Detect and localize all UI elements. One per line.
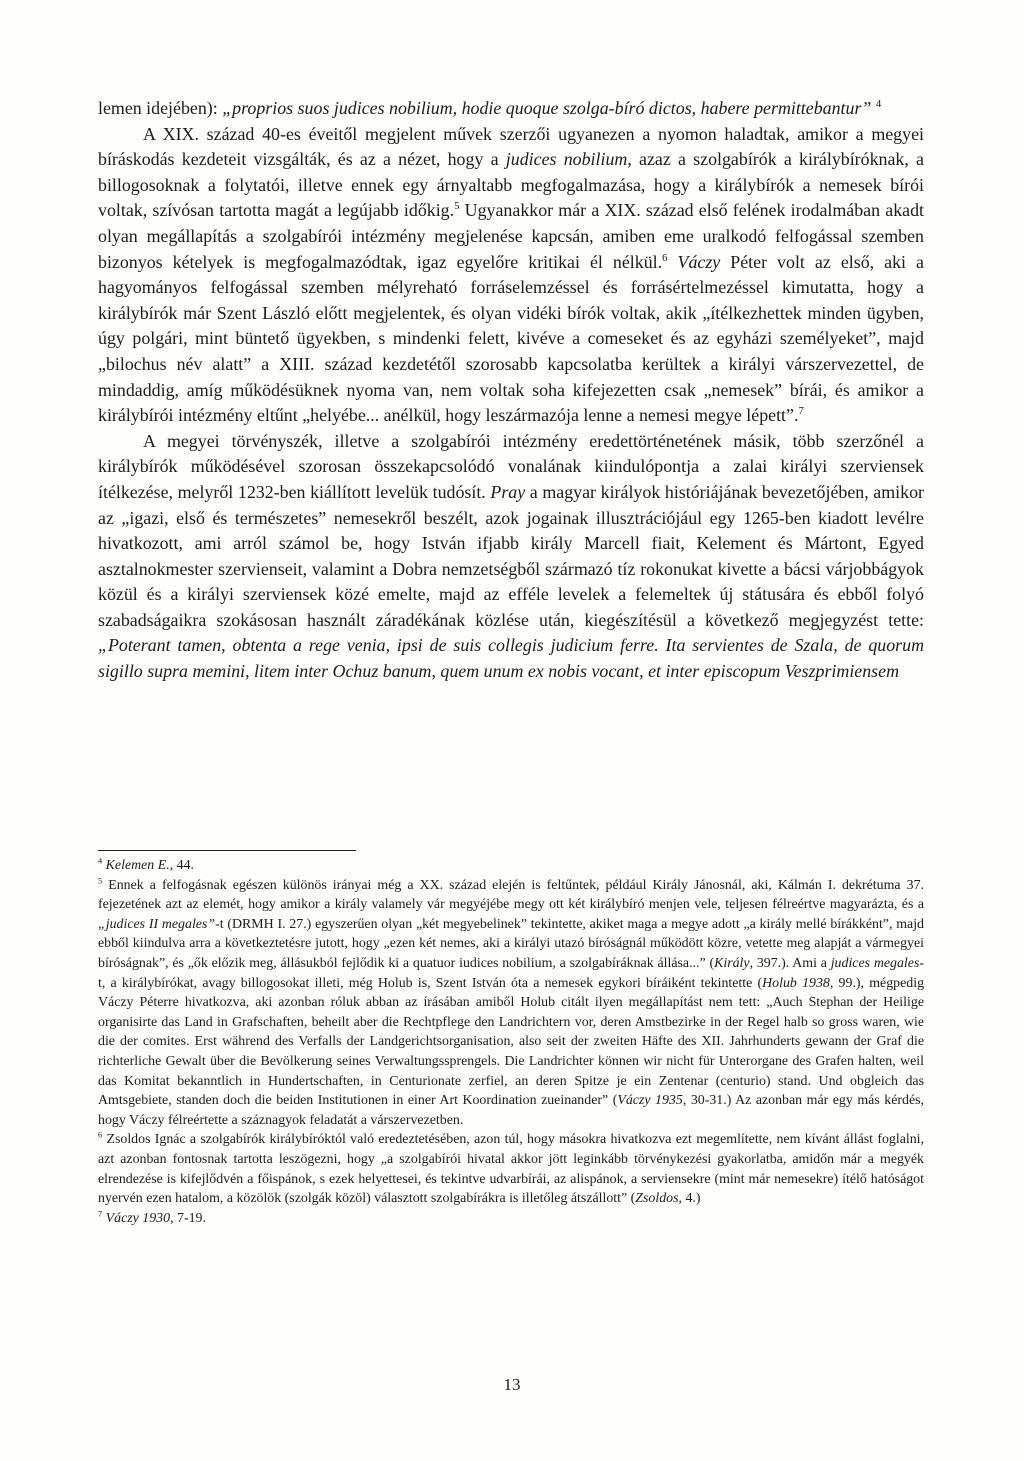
footnote-ref-4[interactable]: 4 bbox=[875, 98, 882, 111]
footnote-separator bbox=[98, 850, 356, 851]
paragraph-3: A megyei törvényszék, illetve a szolgabírói intézmény eredettörténetének másik, több szerzőnél a királybírók működésével szorosan összekapcsolódó vonalának kiindulópontja a zalai királyi szerviensek ítélkezése, melyről 1232-ben kiállított levelük tudósít. Pray a magyar királyok históriájának bevezetőjében, amikor az „igazi, első és természetes” nemesekről beszélt, azok jogainak illusztrációjául egy 1265-ben kiadott levélre hivatkozott, ami arról számol be, hogy István ifjabb király Marcell fiait, Kelement és Mártont, Egyed asztalnokmester szervienseit, valamint a Dobra nemzetségből származó tíz rokonukat kivette a bácsi várjobbágyok közül és a királyi szerviensek közé emelte, majd az efféle levelek a felemeltek új státusára és ebből folyó szabadságaikra szokásosan használt záradékának közlése után, kiegészítésül a következő megjegyzést tette: „Poterant tamen, obtenta a rege venia, ipsi de suis collegis judicium ferre. Ita servientes de Szala, de quorum sigillo supra memini, litem inter Ochuz banum, quem unum ex nobis vocant, et inter episcopum Veszprimiensem bbox=[98, 430, 924, 682]
footnote-ref-6[interactable]: 6 bbox=[662, 251, 668, 264]
footnote-5: $^5$ Ennek a felfogásnak egészen különös irányai még a XX. század elején is feltűntek, például Király Jánosnál, aki, Kálmán I. dekrétuma 37. fejezetének azt az elemét, hogy amikor a király valamely vár megyéjébe megy ott két királybíró menjen vele, teljesen félreértve magyarázta, és a „judices II megales”-t (DRMH I. 27.) egyszerűen olyan „két megyebelinek” tekintette, akiket maga a megye adott „a király mellé bírákként”, majd ebből kiindulva arra a következtetésre jutott, hogy „ezen két nemes, aki a királyi utazó bíróságnál működött közre, vetette meg alapját a vármegyei bíróságnak”, és „ők előzik meg, állásukból fejlődik ki a quatuor iudices nobilium, a szolgabíráknak állása...” (Király, 397.). Ami a judices megales-t, a királybírókat, avagy billogosokat illeti, még Holub is, Szent István óta a nemesek egykori bíráiként tekintette (Holub 1938, 99.), mégpedig Váczy Péterre hivatkozva, aki azonban róluk abban az írásában amiből Holub citált ilyen megállapítást nem tett: „Auch Stephan der Heilige organisirte das Land in Grafschaften, beheilt aber die Rechtpflege den Landrichtern vor, deren Amstbezirke in der Regel halb so gross waren, wie die der comites. Erst während des Verfalls der Landgerichtsorganisation, also seit der zweiten Häfte des XII. Jahrhunderts gewann der Graf die richterliche Gewalt über die Bevölkerung seines Verwaltungssprengels. Die Landrichter können wir nicht für Unterorgane des Grafen halten, weil das Komitat bekanntlich in Hundertschaften, in Centurionate zerfiel, an deren Spitze je ein Zentenar (centurio) stand. Und obgleich das Amtsgebiete, standen doch die beiden Institutionen in einer Art Koordination zueinander” (Váczy 1935, 30-31.) Az azonban már egy más kérdés, hogy Váczy félreértette a száznagyok feladatát a várszervezetben. bbox=[98, 875, 925, 1128]
footnote-ref-7[interactable]: 7 bbox=[798, 405, 804, 418]
footnotes bbox=[98, 856, 924, 1228]
page-number: 13 bbox=[503, 1375, 521, 1394]
footnote-4: $^4$ Kelemen E., 44. bbox=[98, 856, 194, 873]
main-text bbox=[98, 96, 924, 685]
footnote-6: $^6$ Zsoldos Ignác a szolgabírók királybíróktól való eredeztetésében, azon túl, hogy másokra hivatkozva ezt megemlítette, nem kívánt állást foglalni, azt azonban fontosnak tartotta leszögezni, hogy „a szolgabírói hivatal akkor jött leginkább törvénykezési gyakorlatba, amidőn már a megyék elrendezése is kifejlődvén a főispánok, s ezek helyettesei, és tekintve udvarbírái, az alispánok, a serviensekre (mint már nemesekre) ítélő hatóságot nyervén ezen hatalom, a közölök (szolgák közöl) választott szolgabírákra is illetőleg átszállott” (Zsoldos, 4.) bbox=[98, 1130, 924, 1207]
footnote-ref-5[interactable]: 5 bbox=[454, 200, 460, 213]
paragraph-1: lemen idejében): „proprios suos judices nobilium, hodie quoque szolga-bíró dictos, habere permittebantur” $^4$ bbox=[98, 98, 882, 118]
footnote-7: $^7$ Váczy 1930, 7-19. bbox=[98, 1209, 206, 1226]
paragraph-2: A XIX. század 40-es éveitől megjelent művek szerzői ugyanezen a nyomon haladtak, amikor a megyei bíráskodás kezdeteit vizsgálták, és az a nézet, hogy a judices nobilium, azaz a szolgabírók a királybíróknak, a billogosoknak a folytatói, illetve ennek egy árnyaltabb megfogalmazása, hogy a királybírók a nemesek bírói voltak, szívósan tartotta magát a legújabb időkig.$^5$ Ugyanakkor már a XIX. század első felének irodalmában akadt olyan megállapítás a szolgabírói intézmény megjelenése kapcsán, amiben eme uralkodó felfogással szemben bizonyos kételyek is megfogalmazódtak, igaz egyelőre kritikai él nélkül.$^6$ Váczy Péter volt az első, aki a hagyományos felfogással szemben mélyreható forráselemzéssel és forrásértelmezéssel kimutatta, hogy a királybírók már Szent László előtt megjelentek, és olyan vidéki bírók voltak, akik „ítélkezhettek minden ügyben, úgy polgári, mint büntető ügyekben, s mindenki felett, kivéve a comeseket és az egyházi személyeket”, majd „bilochus név alatt” a XIII. század kezdetétől szorosabb kapcsolatba kerültek a királyi várszervezettel, de mindaddig, amíg működésüknek nyoma van, nem voltak soha kifejezetten csak „nemesek” bírái, és amikor a királybírói intézmény eltűnt „helyébe... anélkül, hogy leszármazója lenne a nemesi megye lépett”.$^7$ bbox=[98, 123, 924, 426]
